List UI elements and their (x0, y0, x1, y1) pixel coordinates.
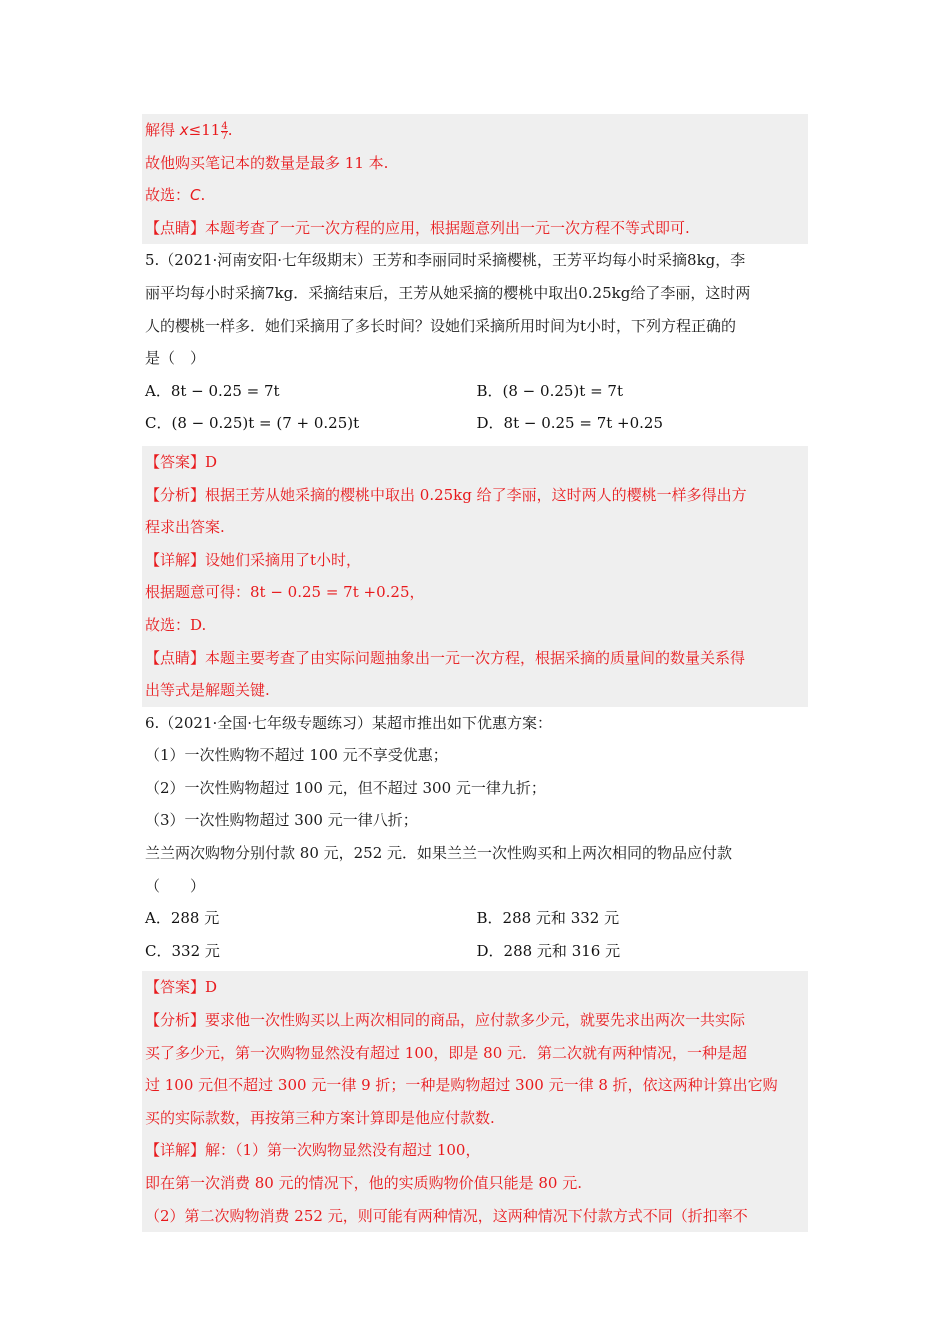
prev-conclusion: 故他购买笔记本的数量是最多 11 本. (145, 153, 389, 172)
q5-detail-line-1 (145, 544, 805, 577)
q6-stem-line-4: （3）一次性购物超过 300 元一律八折； (145, 811, 418, 830)
q5-analysis-line-1 (145, 479, 805, 512)
choose-prefix: 故选： (145, 186, 191, 205)
solve-prefix: 解得 (145, 121, 180, 139)
q6-option-d[interactable]: D．288 元和 316 元 (476, 941, 621, 960)
q5-comment-line-2: 出等式是解题关键. (145, 681, 270, 700)
analysis-tag: 【分析】 (145, 485, 206, 504)
q6-detail-line-1 (145, 1134, 805, 1167)
detail-text: 解：（1）第一次购物显然没有超过 100， (205, 1141, 481, 1160)
answer-value: D (205, 452, 218, 471)
q5-stem-line-4: 是（ ） (145, 349, 206, 368)
choose-value: C (190, 186, 201, 205)
q5-option-c[interactable]: C．(8 − 0.25)t = (7 + 0.25)t (145, 414, 360, 433)
solve-rel: ≤11 (188, 121, 221, 139)
q5-comment-line-1 (145, 642, 805, 675)
choose-end: . (200, 186, 206, 205)
q6-option-b[interactable]: B．288 元和 332 元 (476, 909, 620, 928)
q5-option-b[interactable]: B．(8 − 0.25)t = 7t (476, 381, 623, 400)
comment-text: 本题考查了一元一次方程的应用，根据题意列出一元一次方程不等式即可. (205, 218, 690, 237)
prev-choose-line (145, 179, 805, 212)
q5-detail-line-2: 根据题意可得：8t − 0.25 = 7t +0.25， (145, 583, 425, 602)
comment-tag: 【点睛】 (145, 218, 206, 237)
document-page (142, 114, 808, 1232)
analysis-tag: 【分析】 (145, 1011, 206, 1030)
fraction-denominator: 7 (221, 130, 228, 142)
answer-tag: 【答案】 (145, 452, 206, 471)
q6-detail-line-3: （2）第二次购物消费 252 元，则可能有两种情况，这两种情况下付款方式不同（折扣率不 (145, 1206, 748, 1225)
prev-solve-line (145, 114, 805, 147)
q6-analysis-line-4: 买的实际款数，再按第三种方案计算即是他应付款数. (145, 1108, 495, 1127)
detail-text: 设她们采摘用了t小时， (205, 550, 362, 569)
q6-analysis-line-1 (145, 1004, 805, 1037)
q6-stem-line-3: （2）一次性购物超过 100 元，但不超过 300 元一律九折； (145, 778, 546, 797)
q5-stem-line-1: 5.（2021·河南安阳·七年级期末）王芳和李丽同时采摘樱桃，王芳平均每小时采摘8kg，李 (145, 251, 746, 270)
question-6 (142, 707, 808, 968)
q6-stem-line-1: 6.（2021·全国·七年级专题练习）某超市推出如下优惠方案： (145, 713, 553, 732)
q6-option-a[interactable]: A．288 元 (145, 909, 220, 928)
q5-detail-line-3: 故选：D. (145, 615, 207, 634)
q6-detail-line-2: 即在第一次消费 80 元的情况下，他的实质购物价值只能是 80 元. (145, 1174, 583, 1192)
fraction-numerator: 4 (221, 120, 228, 132)
analysis-text: 要求他一次性购买以上两次相同的商品，应付款多少元，就要先求出两次一共实际 (205, 1011, 746, 1030)
prev-solution-box (142, 114, 808, 244)
q6-answer-line (145, 971, 805, 1004)
analysis-text: 根据王芳从她采摘的樱桃中取出 0.25kg 给了李丽，这时两人的樱桃一样多得出方 (205, 485, 747, 504)
answer-tag: 【答案】 (145, 978, 206, 997)
q5-answer-line (145, 446, 805, 479)
q6-options-row-1 (145, 902, 808, 935)
q6-options-row-2 (145, 935, 808, 968)
prev-comment-line (145, 212, 805, 245)
detail-tag: 【详解】 (145, 550, 206, 569)
q6-analysis-line-3: 过 100 元但不超过 300 元一律 9 折；一种是购物超过 300 元一律 8 折，依这两种计算出它购 (145, 1076, 778, 1095)
question-5 (142, 244, 808, 440)
q5-options-row-2 (145, 407, 808, 440)
q5-solution-box (142, 446, 808, 707)
solve-var: x (179, 121, 189, 139)
solve-end: . (227, 121, 233, 139)
q6-stem-line-5: 兰兰两次购物分别付款 80 元，252 元．如果兰兰一次性购买和上两次相同的物品应付款 (145, 844, 733, 863)
q6-stem-line-2: （1）一次性购物不超过 100 元不享受优惠； (145, 746, 448, 765)
q5-option-a[interactable]: A．8t − 0.25 = 7t (145, 381, 280, 400)
q5-option-d[interactable]: D．8t − 0.25 = 7t +0.25 (476, 414, 664, 433)
q5-stem-line-3: 人的樱桃一样多．她们采摘用了多长时间？设她们采摘所用时间为t小时，下列方程正确的 (145, 316, 737, 335)
answer-value: D (205, 978, 218, 997)
comment-text: 本题主要考查了由实际问题抽象出一元一次方程，根据采摘的质量间的数量关系得 (205, 648, 746, 667)
q6-analysis-line-2: 买了多少元，第一次购物显然没有超过 100，即是 80 元．第二次就有两种情况，一种是超 (145, 1043, 748, 1062)
q5-stem-line-2: 丽平均每小时采摘7kg．采摘结束后，王芳从她采摘的樱桃中取出0.25kg给了李丽，这时两 (145, 283, 751, 302)
q6-stem-line-6: （ ） (145, 876, 206, 895)
detail-tag: 【详解】 (145, 1141, 206, 1160)
q5-options-row-1 (145, 375, 808, 408)
comment-tag: 【点睛】 (145, 648, 206, 667)
q6-solution-box (142, 971, 808, 1232)
q5-analysis-line-2: 程求出答案. (145, 518, 225, 537)
q6-option-c[interactable]: C．332 元 (145, 941, 220, 960)
